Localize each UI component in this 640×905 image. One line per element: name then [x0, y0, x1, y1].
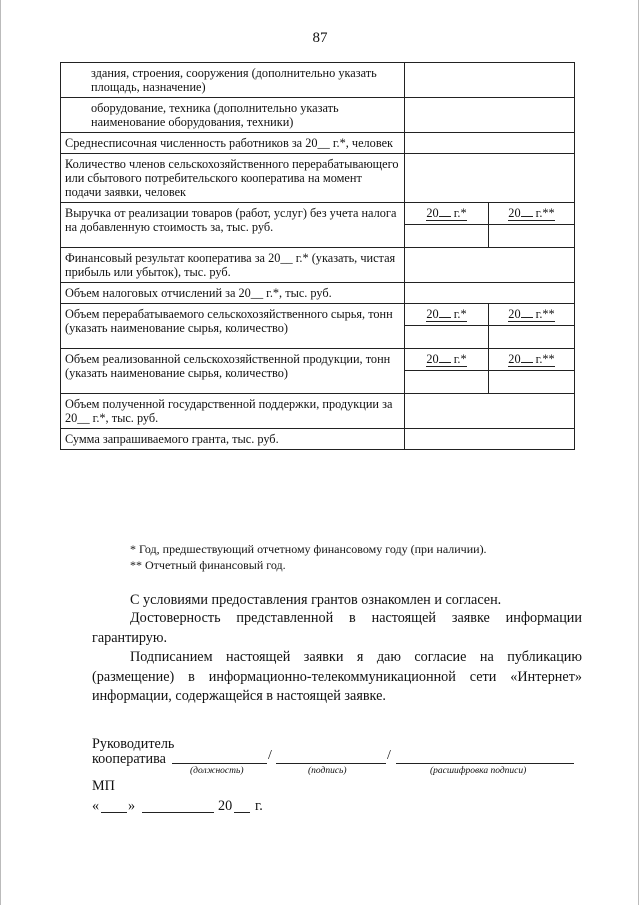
- date-year-prefix: 20: [218, 798, 233, 814]
- row-label: Среднесписочная численность работников за 20__ г.*, человек: [61, 133, 405, 154]
- row-label: Объем перерабатываемого сельскохозяйственного сырья, тонн (указать наименование сырья, количество): [61, 304, 405, 349]
- year-header: 20 г.*: [405, 349, 489, 371]
- row-label: Объем полученной государственной поддержки, продукции за 20__ г.*, тыс. руб.: [61, 394, 405, 429]
- statement-agree: С условиями предоставления грантов ознакомлен и согласен.: [130, 592, 502, 608]
- table-row: [61, 394, 575, 429]
- value-cell[interactable]: [405, 154, 575, 203]
- caption-signature: (подпись): [308, 766, 347, 776]
- value-cell[interactable]: [405, 429, 575, 450]
- position-line[interactable]: [172, 763, 267, 764]
- year-header: 20 г.*: [405, 304, 489, 326]
- caption-position: (должность): [190, 766, 244, 776]
- name-transcript-line[interactable]: [396, 763, 574, 764]
- value-cell[interactable]: [489, 371, 575, 394]
- value-cell[interactable]: [405, 326, 489, 349]
- row-label: здания, строения, сооружения (дополнительно указать площадь, назначение): [61, 63, 405, 98]
- year-header: 20 г.**: [489, 349, 575, 371]
- row-label: Количество членов сельскохозяйственного перерабатывающего или сбытового потребительского кооператива на момент подачи заявки, человек: [61, 154, 405, 203]
- footnote-reporting-year: ** Отчетный финансовый год.: [130, 558, 286, 572]
- caption-name-transcript: (расшифровка подписи): [430, 766, 527, 776]
- table-row: [61, 203, 575, 225]
- value-cell[interactable]: [405, 98, 575, 133]
- table-row: [61, 154, 575, 203]
- date-year-line[interactable]: [234, 812, 250, 813]
- value-cell[interactable]: [405, 225, 489, 248]
- row-label: Объем налоговых отчислений за 20__ г.*, тыс. руб.: [61, 283, 405, 304]
- value-cell[interactable]: [405, 283, 575, 304]
- value-cell[interactable]: [405, 248, 575, 283]
- row-label: Сумма запрашиваемого гранта, тыс. руб.: [61, 429, 405, 450]
- signatory-role-line2: кооператива: [92, 751, 166, 767]
- value-cell[interactable]: [405, 371, 489, 394]
- date-open-quote: «: [92, 798, 100, 814]
- row-label: оборудование, техника (дополнительно указать наименование оборудования, техники): [61, 98, 405, 133]
- date-close-quote: »: [128, 798, 136, 814]
- row-label: Финансовый результат кооператива за 20__ г.* (указать, чистая прибыль или убыток), тыс. руб.: [61, 248, 405, 283]
- table-row: [61, 63, 575, 98]
- table-row: [61, 248, 575, 283]
- year-header: 20 г.**: [489, 304, 575, 326]
- table-row: [61, 304, 575, 326]
- year-header: 20 г.*: [405, 203, 489, 225]
- value-cell[interactable]: [405, 133, 575, 154]
- page-number: 87: [312, 30, 328, 46]
- date-month-line[interactable]: [142, 812, 214, 813]
- table-row: [61, 283, 575, 304]
- row-label: Объем реализованной сельскохозяйственной продукции, тонн (указать наименование сырья, количество): [61, 349, 405, 394]
- statement-consent: Подписанием настоящей заявки я даю согласие на публикацию (размещение) в информационно-телекоммуникационной сети «Интернет» информации, содержащейся в настоящей заявке.: [92, 649, 582, 704]
- signature-line[interactable]: [276, 763, 386, 764]
- date-day-line[interactable]: [101, 812, 127, 813]
- footnotes: [130, 541, 487, 573]
- value-cell[interactable]: [489, 225, 575, 248]
- value-cell[interactable]: [405, 63, 575, 98]
- table-row: [61, 429, 575, 450]
- signatory-role-line1: Руководитель: [92, 736, 175, 752]
- table-row: [61, 133, 575, 154]
- year-header: 20 г.**: [489, 203, 575, 225]
- scan-edge-right: [638, 0, 639, 905]
- table-row: [61, 349, 575, 371]
- table-row: [61, 98, 575, 133]
- scan-edge-left: [0, 0, 1, 905]
- statement-guarantee: Достоверность представленной в настоящей заявке информации гарантирую.: [92, 610, 582, 646]
- value-cell[interactable]: [489, 326, 575, 349]
- footnote-previous-year: * Год, предшествующий отчетному финансовому году (при наличии).: [130, 542, 487, 556]
- date-year-suffix: г.: [255, 798, 263, 814]
- row-label: Выручка от реализации товаров (работ, услуг) без учета налога на добавленную стоимость за, тыс. руб.: [61, 203, 405, 248]
- value-cell[interactable]: [405, 394, 575, 429]
- application-table: [60, 62, 575, 450]
- seal-place-label: МП: [92, 778, 115, 794]
